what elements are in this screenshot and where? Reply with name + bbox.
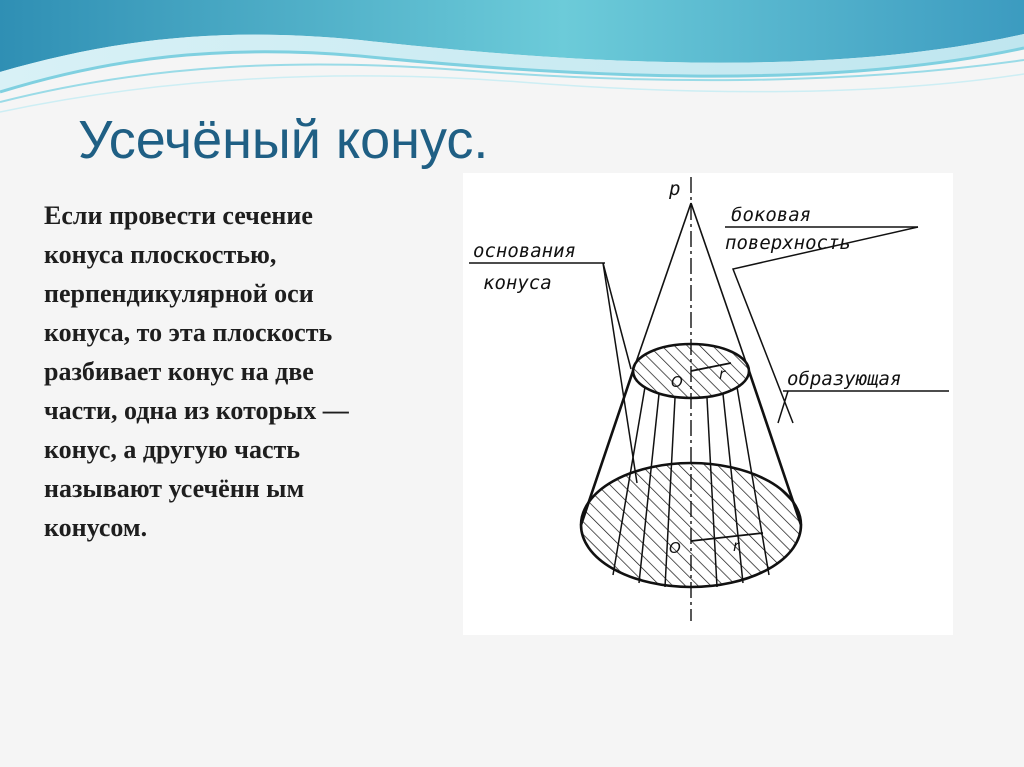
side-surface-label-line2: поверхность — [725, 232, 851, 254]
generatrix-label: образующая — [787, 368, 902, 390]
top-radius-label: r — [719, 365, 726, 383]
truncated-cone-diagram — [463, 173, 953, 635]
top-center-label: O — [671, 373, 683, 391]
bases-label-line2: конуса — [483, 272, 552, 294]
decorative-wave-band — [0, 0, 1024, 120]
bottom-radius-label: r — [733, 537, 740, 555]
bases-label-line1: основания — [473, 240, 576, 262]
cone-drawing — [463, 173, 953, 635]
slide-title: Усечёный конус. — [78, 110, 489, 170]
side-surface-label-line1: боковая — [731, 204, 812, 226]
body-text: Если провести сечение конуса плоскостью, перпендикулярной оси конуса, то эта плоскость разбивает конус на две части, одна из которых — конус, а другую часть называют усечённ ым конусом. — [44, 201, 349, 542]
apex-label: p — [669, 178, 681, 200]
bottom-center-label: O — [669, 539, 681, 557]
